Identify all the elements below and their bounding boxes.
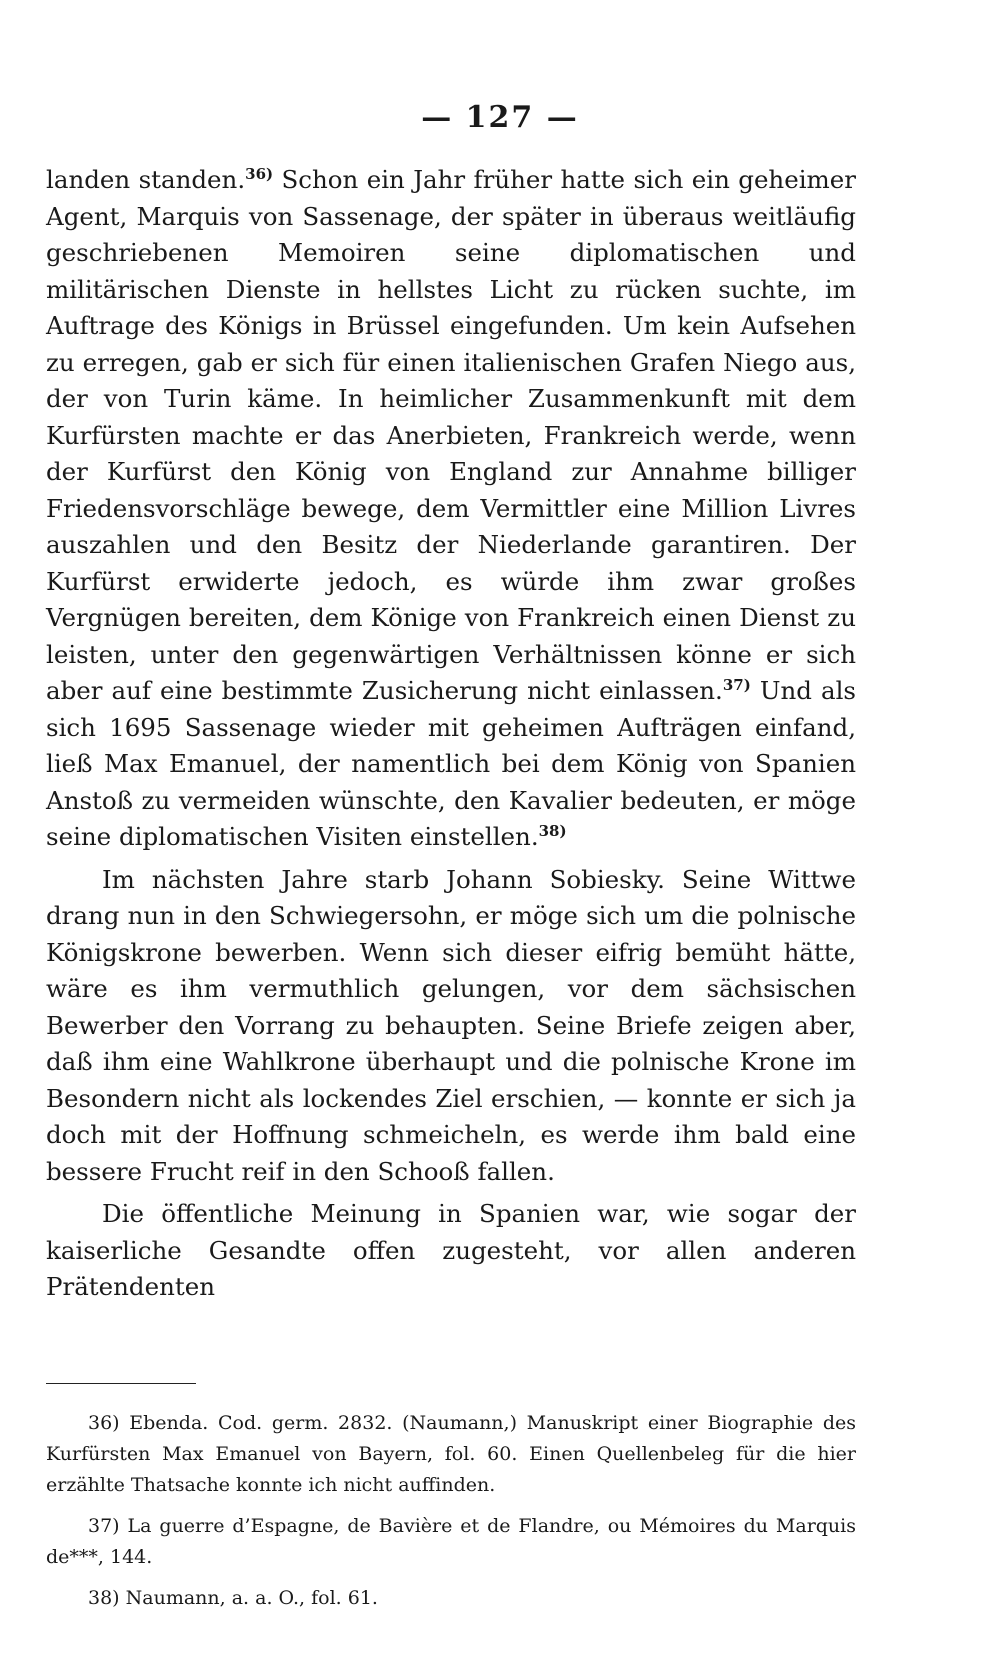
footnote-separator [46, 1383, 196, 1384]
text-segment: Und als sich 1695 Sassenage wieder mit geheimen Aufträgen einfand, ließ Max Emanuel, der namentlich bei dem König von Spanien Anstoß zu vermeiden wünschte, den Kavalier bedeuten, er möge seine diplomatischen Visiten einstellen. [46, 676, 856, 851]
footnote: 36) Ebenda. Cod. germ. 2832. (Naumann,) Manuskript einer Biographie des Kurfürsten Max Emanuel von Bayern, fol. 60. Einen Quellenbeleg für die hier erzählte Thatsache konnte ich nicht auffinden. [46, 1412, 856, 1496]
body-text [46, 162, 856, 1306]
text-segment: landen standen. [46, 165, 246, 194]
page-number: — 127 — [421, 100, 579, 135]
footnote-reference: 38) [538, 821, 567, 840]
footnotes [46, 1408, 856, 1624]
paragraph [46, 162, 856, 856]
text-segment: Die öffentliche Meinung in Spanien war, wie sogar der kaiserliche Gesandte offen zugesteht, vor allen anderen Prätendenten [46, 1199, 856, 1301]
footnote: 37) La guerre d’Espagne, de Bavière et de Flandre, ou Mémoires du Marquis de***, 144. [46, 1515, 856, 1568]
text-segment: Im nächsten Jahre starb Johann Sobiesky. Seine Wittwe drang nun in den Schwiegersohn, er möge sich um die polnische Königskrone bewerben. Wenn sich dieser eifrig bemüht hätte, wäre es ihm vermuthlich gelungen, vor dem sächsischen Bewerber den Vorrang zu behaupten. Seine Briefe zeigen aber, daß ihm eine Wahlkrone überhaupt und die polnische Krone im Besondern nicht als lockendes Ziel erschien, — konnte er sich ja doch mit der Hoffnung schmeicheln, es werde ihm bald eine bessere Frucht reif in den Schooß fallen. [46, 864, 856, 1186]
paragraph [46, 1196, 856, 1306]
footnote: 38) Naumann, a. a. O., fol. 61. [88, 1587, 378, 1609]
footnote-reference: 37) [722, 675, 751, 694]
footnote-reference: 36) [245, 164, 274, 183]
text-segment: Schon ein Jahr früher hatte sich ein geheimer Agent, Marquis von Sassenage, der später in überaus weitläufig geschriebenen Memoiren seine diplomatischen und militärischen Dienste in hellstes Licht zu rücken suchte, im Auftrage des Königs in Brüssel eingefunden. Um kein Aufsehen zu erregen, gab er sich für einen italienischen Grafen Niego aus, der von Turin käme. In heimlicher Zusammenkunft mit dem Kurfürsten machte er das Anerbieten, Frankreich werde, wenn der Kurfürst den König von England zur Annahme billiger Friedensvorschläge bewege, dem Vermittler eine Million Livres auszahlen und den Besitz der Niederlande garantiren. Der Kurfürst erwiderte jedoch, es würde ihm zwar großes Vergnügen bereiten, dem Könige von Frankreich einen Dienst zu leisten, unter den gegenwärtigen Verhältnissen könne er sich aber auf eine bestimmte Zusicherung nicht einlassen. [46, 165, 856, 705]
paragraph [46, 862, 856, 1191]
